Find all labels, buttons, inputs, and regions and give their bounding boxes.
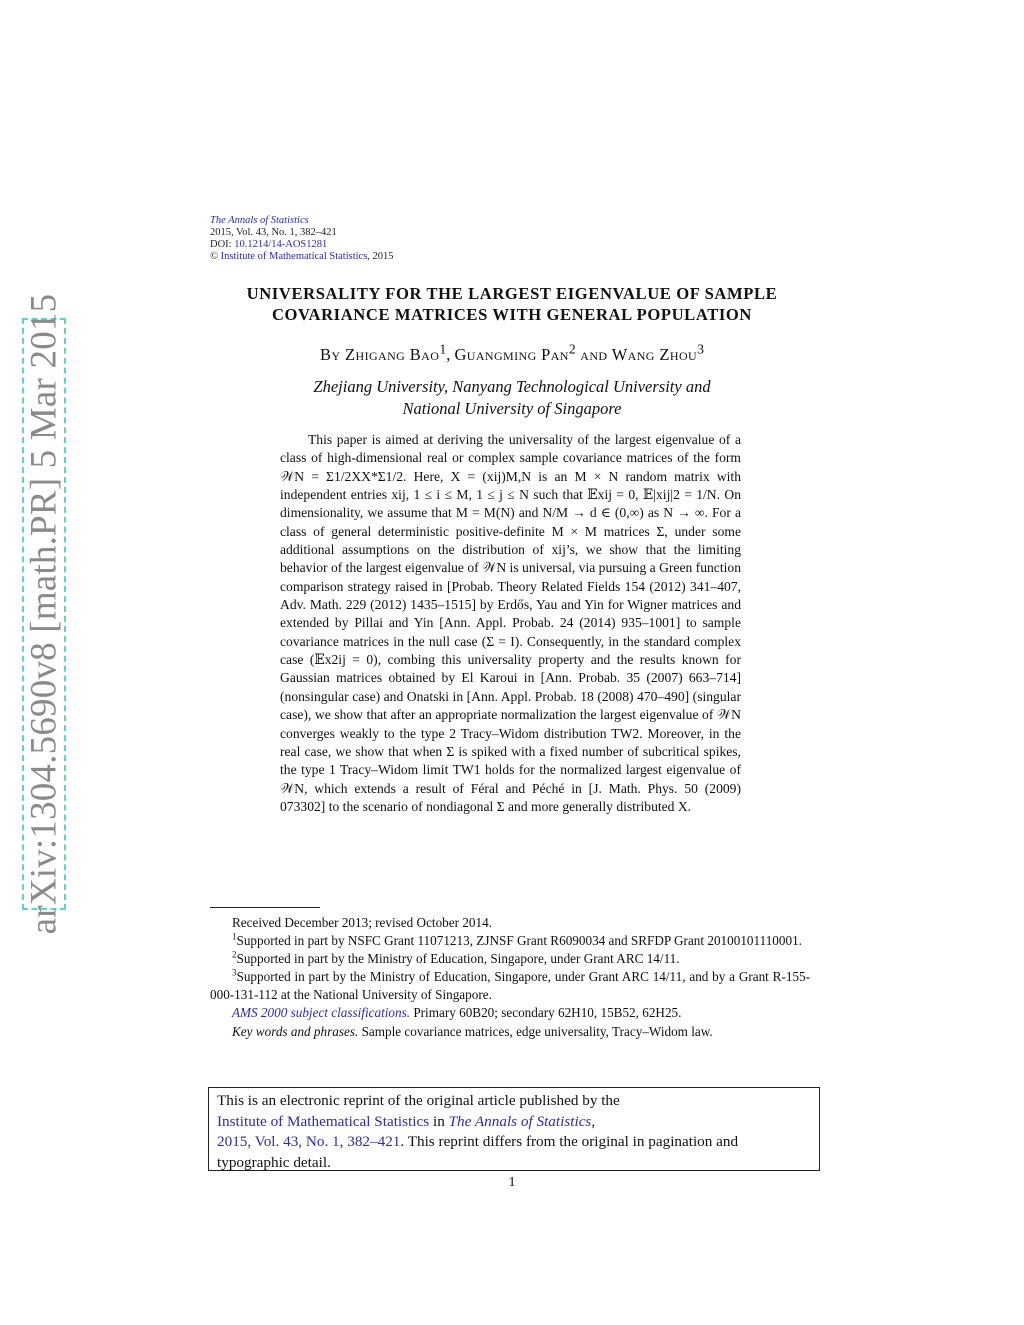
footnote-1-mark: 1 [232,931,237,942]
keywords-label: Key words and phrases. [232,1023,359,1039]
reprint-volume-link[interactable]: 2015, Vol. 43, No. 1, 382–421 [217,1133,401,1150]
reprint-comma: , [591,1112,596,1130]
author-zhou: Wang Zhou [611,345,698,364]
footnote-divider [210,907,320,908]
journal-header [210,215,394,263]
publisher-link[interactable]: Institute of Mathematical Statistics [220,251,368,262]
ams-classifications [210,1004,810,1022]
footnote-2-mark: 2 [232,949,237,960]
by-prefix: By [320,345,346,364]
affiliation-line-2: National University of Singapore [402,399,622,418]
footnote-2-text: Supported in part by the Ministry of Education, Singapore, under Grant ARC 14/11. [236,951,680,967]
reprint-line-1: This is an electronic reprint of the original article published by the [217,1092,620,1109]
keywords [210,1023,810,1041]
reprint-rest: . This reprint differs from the original in pagination and typographic detail. [217,1133,739,1171]
doi-link[interactable]: 10.1214/14-AOS1281 [234,239,328,250]
journal-name-link[interactable]: The Annals of Statistics [210,215,309,226]
footnote-2 [210,950,810,968]
volume-line: 2015, Vol. 43, No. 1, 382–421 [210,227,337,238]
footnote-1-text: Supported in part by NSFC Grant 11071213, ZJNSF Grant R6090034 and SRFDP Grant 20100101110001. [236,933,802,949]
keywords-text: Sample covariance matrices, edge universality, Tracy–Widom law. [358,1023,713,1039]
footnote-3-text: Supported in part by the Ministry of Education, Singapore, under Grant ARC 14/11, and by a Grant R-155-000-131-112 at the National University of Singapore. [210,969,810,1003]
affiliation-line-1: Zhejiang University, Nanyang Technological University and [313,377,711,396]
doi-label: DOI: [210,239,235,250]
reprint-in-word: in [429,1112,449,1130]
footnote-3-mark: 3 [232,967,237,978]
author-zhou-footnote-mark: 3 [697,341,704,357]
reprint-notice-box [208,1087,820,1171]
abstract: This paper is aimed at deriving the universality of the largest eigenvalue of a class of high-dimensional real or complex sample covariance matrices of the form 𝒲N = Σ1/2XX*Σ1/2. Here, X = (xij)M,N is an M × N random matrix with independent entries xij, 1 ≤ i ≤ M, 1 ≤ j ≤ N such that 𝔼xij = 0, 𝔼|xij|2 = 1/N. On dimensionality, we assume that M = M(N) and N/M → d ∈ (0,∞) as N → ∞. For a class of general deterministic positive-definite M × M matrices Σ, under some additional assumptions on the distribution of xij’s, we show that the limiting behavior of the largest eigenvalue of 𝒲N is universal, via pursuing a Green function comparison strategy raised in [Probab. Theory Related Fields 154 (2012) 341–407, Adv. Math. 229 (2012) 1435–1515] by Erdős, Yau and Yin for Wigner matrices and extended by Pillai and Yin [Ann. Appl. Probab. 24 (2014) 935–1001] to sample covariance matrices in the null case (Σ = I). Consequently, in the standard complex case (𝔼x2ij = 0), combing this universality property and the results known for Gaussian matrices obtained by El Karoui in [Ann. Probab. 35 (2007) 663–714] (nonsingular case) and Onatski in [Ann. Appl. Probab. 18 (2008) 470–490] (singular case), we show that after an appropriate normalization the largest eigenvalue of 𝒲N converges weakly to the type 2 Tracy–Widom distribution TW2. Moreover, in the real case, we show that when Σ is spiked with a fixed number of subcritical spikes, the type 1 Tracy–Widom limit TW1 holds for the normalized largest eigenvalue of 𝒲N, which extends a result of Féral and Péché in [J. Math. Phys. 50 (2009) 073302] to the scenario of nondiagonal Σ and more generally distributed X. [280,432,741,814]
footnotes [210,914,810,1041]
received-note: Received December 2013; revised October 2014. [232,915,492,930]
author-separator-1: , [446,345,455,364]
title-line-1: UNIVERSALITY FOR THE LARGEST EIGENVALUE OF SAMPLE [246,284,778,303]
affiliation [160,376,864,420]
page-number: 1 [508,1175,516,1190]
footnote-1 [210,932,810,950]
arxiv-sidebar-stamp[interactable] [22,293,66,935]
arxiv-identifier[interactable]: arXiv:1304.5690v8 [math.PR] 5 Mar 2015 [23,293,65,935]
reprint-journal-link[interactable]: The Annals of Statistics [448,1112,592,1130]
title-line-2: COVARIANCE MATRICES WITH GENERAL POPULATION [271,305,753,324]
author-bao: Zhigang Bao [345,345,440,364]
author-line [160,341,864,366]
ams-classification-link[interactable]: AMS 2000 subject classifications. [232,1005,411,1021]
author-separator-2: and [575,345,612,364]
paper-title [160,283,864,325]
ams-classification-text: Primary 60B20; secondary 62H10, 15B52, 62H25. [410,1005,682,1021]
footnote-3 [210,968,810,1004]
author-bao-footnote-mark: 1 [439,341,447,357]
author-pan: Guangming Pan [454,345,569,364]
author-pan-footnote-mark: 2 [568,341,576,357]
copyright-symbol: © [210,251,218,262]
reprint-publisher-link[interactable]: Institute of Mathematical Statistics [217,1112,430,1130]
copyright-year: , 2015 [367,251,394,262]
